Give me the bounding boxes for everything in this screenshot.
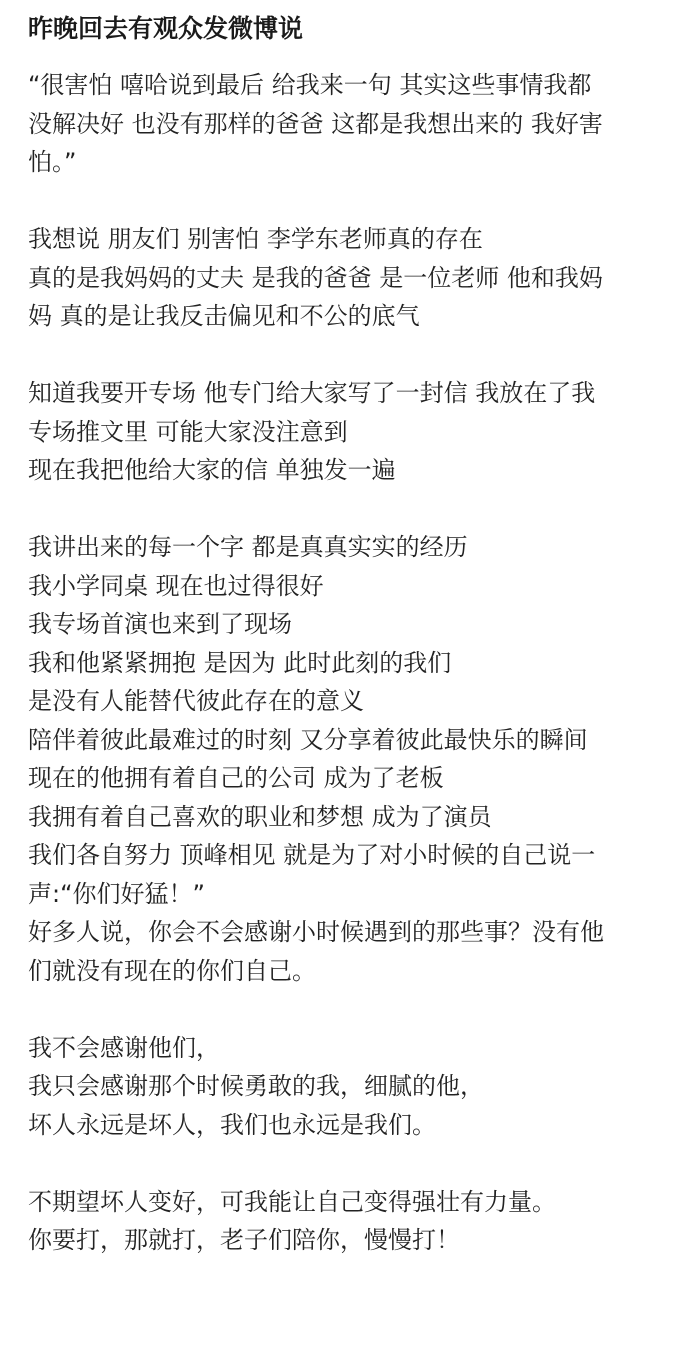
paragraph-story	[28, 528, 666, 990]
text-line: 我讲出来的每一个字 都是真真实实的经历	[28, 533, 468, 561]
text-line: 我和他紧紧拥抱 是因为 此时此刻的我们	[28, 648, 452, 677]
text-line: 妈 真的是让我反击偏见和不公的底气	[28, 302, 420, 330]
text-line: 我小学同桌 现在也过得很好	[28, 571, 324, 600]
paragraph-gap	[28, 182, 666, 221]
paragraph-reply	[28, 220, 666, 336]
text-line: 知道我要开专场 他专门给大家写了一封信 我放在了我	[28, 379, 596, 407]
paragraph-closing	[28, 1183, 666, 1260]
text-line: 声:“你们好猛！”	[28, 879, 205, 908]
paragraph-gap	[28, 990, 666, 1029]
paragraph-gap	[28, 336, 666, 375]
text-line: 坏人永远是坏人，我们也永远是我们。	[28, 1110, 436, 1139]
paragraph-letter	[28, 374, 666, 490]
text-line: 我专场首演也来到了现场	[28, 610, 292, 638]
text-line: 怕。”	[28, 148, 77, 176]
post-title: 昨晚回去有观众发微博说	[28, 14, 304, 43]
text-line: 现在我把他给大家的信 单独发一遍	[28, 456, 396, 484]
text-line: 我只会感谢那个时候勇敢的我，细腻的他，	[28, 1072, 484, 1100]
text-line: 我拥有着自己喜欢的职业和梦想 成为了演员	[28, 802, 492, 831]
text-line: 我想说 朋友们 别害怕 李学东老师真的存在	[28, 225, 483, 253]
text-line: “很害怕 嘻哈说到最后 给我来一句 其实这些事情我都	[28, 71, 592, 99]
text-line: 没解决好 也没有那样的爸爸 这都是我想出来的 我好害	[28, 109, 603, 138]
text-line: 真的是我妈妈的丈夫 是我的爸爸 是一位老师 他和我妈	[28, 263, 603, 292]
paragraph-gap	[28, 490, 666, 529]
text-line: 我们各自努力 顶峰相见 就是为了对小时候的自己说一	[28, 841, 596, 869]
paragraph-gratitude	[28, 1029, 666, 1145]
text-line: 我不会感谢他们，	[28, 1033, 220, 1062]
text-line: 不期望坏人变好，可我能让自己变得强壮有力量。	[28, 1187, 556, 1216]
text-line: 陪伴着彼此最难过的时刻 又分享着彼此最快乐的瞬间	[28, 725, 588, 754]
text-line: 现在的他拥有着自己的公司 成为了老板	[28, 764, 444, 792]
paragraph-gap	[28, 1144, 666, 1183]
text-line: 好多人说，你会不会感谢小时候遇到的那些事？没有他	[28, 918, 604, 946]
text-line: 你要打，那就打，老子们陪你，慢慢打！	[28, 1226, 460, 1254]
text-line: 们就没有现在的你们自己。	[28, 956, 316, 985]
paragraph-quote	[28, 66, 666, 182]
text-line: 专场推文里 可能大家没注意到	[28, 417, 348, 446]
text-line: 是没有人能替代彼此存在的意义	[28, 687, 364, 715]
